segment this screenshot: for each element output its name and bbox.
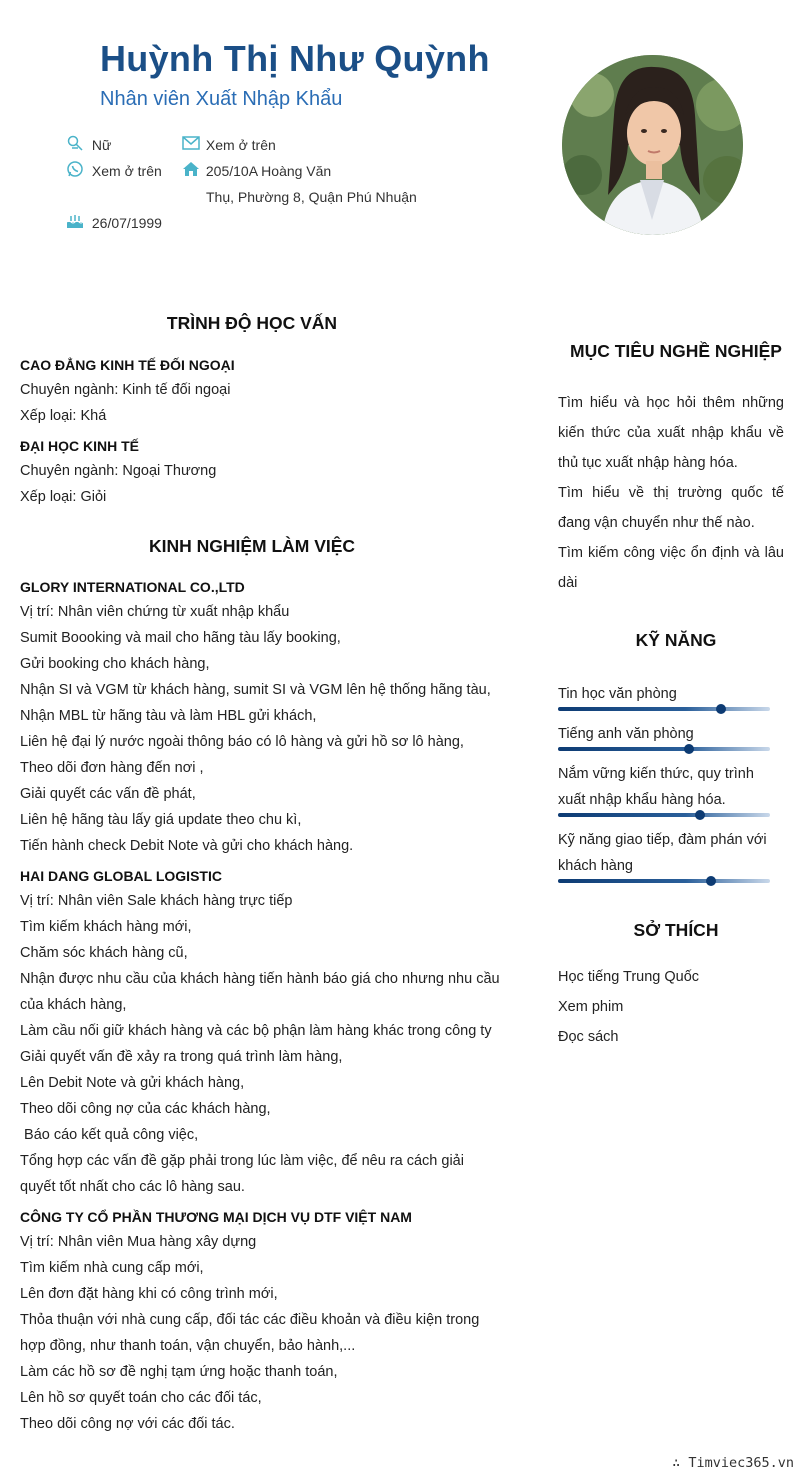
contact-email bbox=[182, 132, 276, 158]
education-grade: Xếp loại: Giỏi bbox=[20, 489, 107, 505]
job-line: Tìm kiếm nhà cung cấp mới, bbox=[20, 1260, 204, 1276]
gender-female-icon bbox=[66, 134, 84, 152]
job-line: Nhận MBL từ hãng tàu và làm HBL gửi khách, bbox=[20, 708, 317, 724]
skill-bar bbox=[558, 813, 770, 817]
job-line: Vị trí: Nhân viên Sale khách hàng trực tiếp bbox=[20, 893, 293, 909]
objective-line: Tìm hiểu về thị trường quốc tế bbox=[558, 485, 784, 501]
job-line: Liên hệ hãng tàu lấy giá update theo chu kì, bbox=[20, 812, 302, 828]
birthday-cake-icon bbox=[66, 212, 84, 230]
avatar bbox=[562, 55, 743, 235]
job-line: Làm các hồ sơ đề nghị tạm ứng hoặc thanh toán, bbox=[20, 1364, 338, 1380]
job-title: Nhân viên Xuất Nhập Khẩu bbox=[100, 88, 343, 110]
objective-line: Tìm hiểu và học hỏi thêm những bbox=[558, 395, 784, 411]
job-line: Lên Debit Note và gửi khách hàng, bbox=[20, 1075, 245, 1091]
whatsapp-phone-icon bbox=[66, 160, 84, 178]
job-line: Giải quyết vấn đề xảy ra trong quá trình làm hàng, bbox=[20, 1049, 343, 1065]
company-name: GLORY INTERNATIONAL CO.,LTD bbox=[20, 579, 245, 595]
objective-line: dài bbox=[558, 575, 578, 591]
job-line: Liên hệ đại lý nước ngoài thông báo có lô hàng và gửi hồ sơ lô hàng, bbox=[20, 734, 464, 750]
job-line: Tổng hợp các vấn đề gặp phải trong lúc làm việc, để nêu ra cách giải bbox=[20, 1153, 464, 1169]
education-major: Chuyên ngành: Ngoại Thương bbox=[20, 463, 217, 479]
job-line: Báo cáo kết quả công việc, bbox=[20, 1127, 199, 1143]
job-line: Theo dõi công nợ của các khách hàng, bbox=[20, 1101, 271, 1117]
education-school: CAO ĐẲNG KINH TẾ ĐỐI NGOẠI bbox=[20, 357, 235, 373]
job-line: Vị trí: Nhân viên chứng từ xuất nhập khẩu bbox=[20, 604, 290, 620]
job-line: Lên hồ sơ quyết toán cho các đối tác, bbox=[20, 1390, 262, 1406]
education-school: ĐẠI HỌC KINH TẾ bbox=[20, 438, 139, 454]
education-major: Chuyên ngành: Kinh tế đối ngoại bbox=[20, 382, 231, 398]
email-value: Xem ở trên bbox=[205, 137, 276, 153]
job-line: Chăm sóc khách hàng cũ, bbox=[20, 945, 188, 961]
education-grade: Xếp loại: Khá bbox=[20, 408, 107, 424]
avatar-image bbox=[562, 55, 743, 235]
job-line: Làm cầu nối giữ khách hàng và các bộ phận làm hàng khác trong công ty bbox=[20, 1023, 492, 1039]
skill-bar bbox=[558, 747, 770, 751]
objective-title: MỤC TIÊU NGHỀ NGHIỆP bbox=[570, 341, 782, 361]
hobbies-title: SỞ THÍCH bbox=[633, 920, 719, 940]
objective-line: kiến thức của xuất nhập khẩu về bbox=[558, 425, 784, 441]
skill-label: Tiếng anh văn phòng bbox=[558, 726, 694, 742]
contact-gender bbox=[66, 132, 111, 158]
job-line: hợp đồng, như thanh toán, vận chuyển, bảo hành,... bbox=[20, 1338, 356, 1354]
job-line: Lên đơn đặt hàng khi có công trình mới, bbox=[20, 1286, 278, 1302]
job-line: Sumit Boooking và mail cho hãng tàu lấy booking, bbox=[20, 630, 341, 646]
contact-phone bbox=[66, 158, 162, 184]
job-line: Nhận được nhu cầu của khách hàng tiến hành báo giá cho nhưng nhu cầu bbox=[20, 971, 500, 987]
contact-birthday bbox=[66, 210, 162, 236]
company-name: CÔNG TY CỔ PHẦN THƯƠNG MẠI DỊCH VỤ DTF VIỆT NAM bbox=[20, 1209, 412, 1225]
skill-level-marker bbox=[716, 704, 726, 714]
objective-line: Tìm kiếm công việc ổn định và lâu bbox=[558, 545, 784, 561]
job-line: quyết tốt nhất cho các lô hàng sau. bbox=[20, 1179, 245, 1195]
address-line-1: 205/10A Hoàng Văn bbox=[205, 163, 332, 179]
company-name: HAI DANG GLOBAL LOGISTIC bbox=[20, 868, 222, 884]
job-line: Giải quyết các vấn đề phát, bbox=[20, 786, 196, 802]
job-line: Theo dõi đơn hàng đến nơi , bbox=[20, 760, 204, 776]
job-line: của khách hàng, bbox=[20, 997, 127, 1013]
job-line: Thỏa thuận với nhà cung cấp, đối tác các điều khoản và điều kiện trong bbox=[20, 1312, 480, 1328]
skill-level-marker bbox=[684, 744, 694, 754]
phone-value: Xem ở trên bbox=[91, 163, 162, 179]
job-line: Nhận SI và VGM từ khách hàng, sumit SI và VGM lên hệ thống hãng tàu, bbox=[20, 682, 491, 698]
hobby-item: Đọc sách bbox=[558, 1029, 619, 1045]
address-line-2: Thụ, Phường 8, Quận Phú Nhuận bbox=[206, 189, 417, 205]
hobby-item: Xem phim bbox=[558, 999, 624, 1015]
watermark-text: ∴ Timviec365.vn bbox=[672, 1455, 794, 1471]
skill-label: Nắm vững kiến thức, quy trình xuất nhập khẩu hàng hóa. bbox=[558, 766, 754, 808]
experience-title: KINH NGHIỆM LÀM VIỆC bbox=[148, 536, 356, 556]
education-title: TRÌNH ĐỘ HỌC VẤN bbox=[166, 313, 338, 333]
candidate-name: Huỳnh Thị Như Quỳnh bbox=[100, 38, 490, 79]
job-line: Gửi booking cho khách hàng, bbox=[20, 656, 210, 672]
job-line: Vị trí: Nhân viên Mua hàng xây dựng bbox=[20, 1234, 257, 1250]
hobby-item: Học tiếng Trung Quốc bbox=[558, 969, 700, 985]
job-line: Tiến hành check Debit Note và gửi cho khách hàng. bbox=[20, 838, 354, 854]
gender-value: Nữ bbox=[91, 137, 112, 153]
skill-bar bbox=[558, 879, 770, 883]
objective-line: đang vận chuyển như thế nào. bbox=[558, 515, 755, 531]
home-icon bbox=[182, 160, 200, 178]
birthday-value: 26/07/1999 bbox=[91, 215, 162, 231]
job-line: Tìm kiếm khách hàng mới, bbox=[20, 919, 192, 935]
contact-address bbox=[182, 158, 331, 184]
objective-text bbox=[558, 388, 784, 598]
objective-line: thủ tục xuất nhập hàng hóa. bbox=[558, 455, 738, 471]
skill-level-marker bbox=[706, 876, 716, 886]
envelope-icon bbox=[182, 134, 200, 152]
job-line: Theo dõi công nợ với các đối tác. bbox=[20, 1416, 235, 1432]
skill-level-marker bbox=[695, 810, 705, 820]
skill-label: Tin học văn phòng bbox=[558, 686, 677, 702]
skill-label: Kỹ năng giao tiếp, đàm phán với khách hàng bbox=[558, 832, 767, 874]
skill-bar bbox=[558, 707, 770, 711]
skills-title: KỸ NĂNG bbox=[635, 630, 717, 650]
